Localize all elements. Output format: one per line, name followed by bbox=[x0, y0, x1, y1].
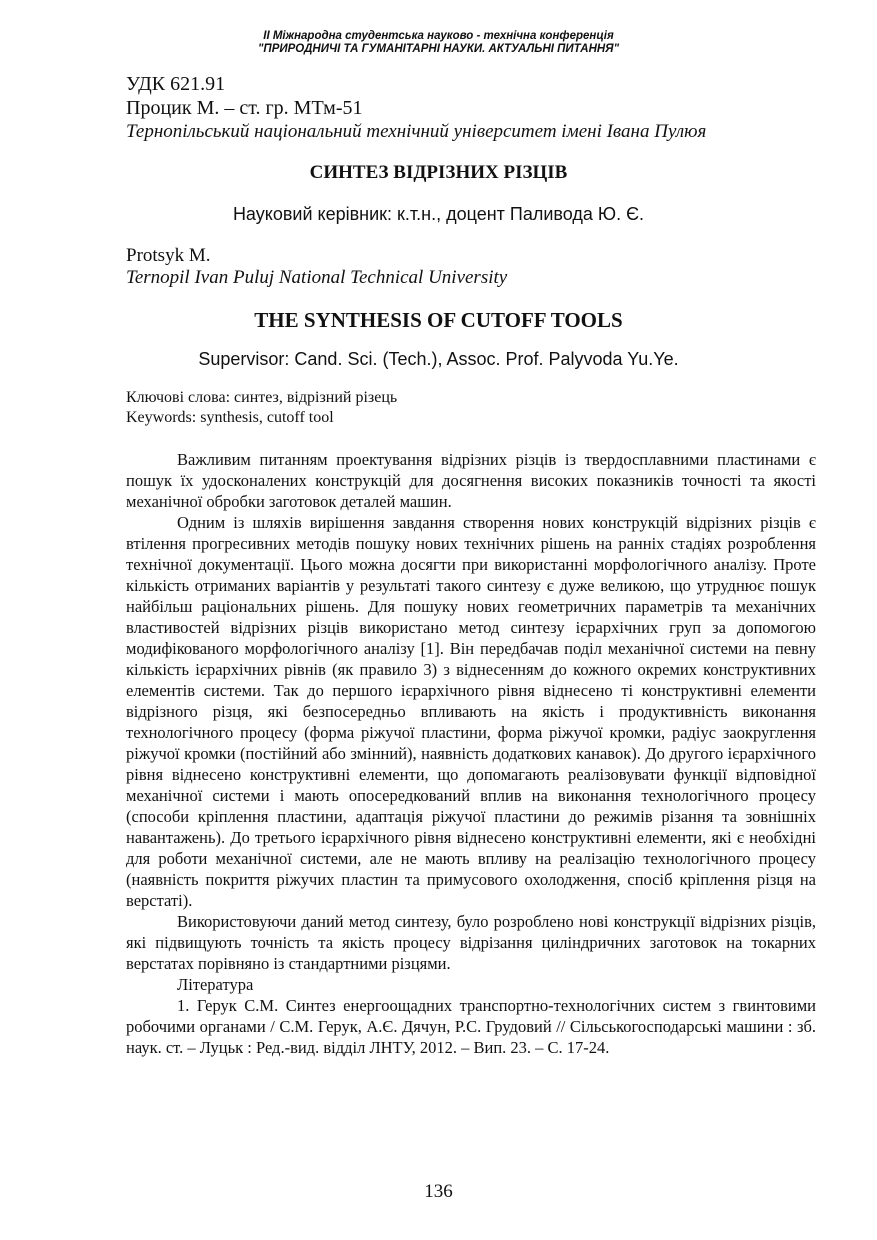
page-number: 136 bbox=[424, 1181, 453, 1202]
conference-header bbox=[0, 30, 877, 56]
supervisor-ua: Науковий керівник: к.т.н., доцент Паливода Ю. Є. bbox=[232, 204, 645, 224]
paragraph: Використовуючи даний метод синтезу, було розроблено нові конструкції відрізних різців, які підвищують точність та якість процесу відрізання циліндричних заготовок на токарних верстатах порівняно із стандартними різцями. bbox=[126, 912, 816, 973]
literature-heading: Література bbox=[177, 975, 254, 994]
udk-code: УДК 621.91 bbox=[126, 73, 226, 95]
paragraph: Важливим питанням проектування відрізних різців із твердосплавними пластинами є пошук їх удосконалених конструкцій для досягнення високих показників точності та якості механічної обробки заготовок деталей машин. bbox=[126, 450, 816, 511]
title-ua: СИНТЕЗ ВІДРІЗНИХ РІЗЦІВ bbox=[309, 162, 568, 183]
keywords-en: Keywords: synthesis, cutoff tool bbox=[126, 409, 334, 426]
conference-header-line1: II Міжнародна студентська науково - технічна конференція bbox=[263, 30, 614, 42]
reference-item: 1. Герук С.М. Синтез енергоощадних транспортно-технологічних систем з гвинтовими робочими органами / С.М. Герук, А.Є. Дячун, Р.С. Грудовий // Сільськогосподарські машини : зб. наук. ст. – Луцьк : Ред.-вид. відділ ЛНТУ, 2012. – Вип. 23. – С. 17-24. bbox=[126, 996, 816, 1057]
keywords-block bbox=[126, 388, 816, 428]
conference-header-line2: "ПРИРОДНИЧІ ТА ГУМАНІТАРНІ НАУКИ. АКТУАЛЬНІ ПИТАННЯ" bbox=[257, 43, 620, 55]
university-en: Ternopil Ivan Puluj National Technical University bbox=[126, 267, 508, 288]
author-ua: Процик М. – ст. гр. МТм-51 bbox=[126, 97, 363, 119]
university-ua: Тернопільський національний технічний університет імені Івана Пулюя bbox=[126, 121, 707, 142]
author-en: Protsyk M. bbox=[126, 245, 211, 266]
supervisor-en: Supervisor: Cand. Sci. (Tech.), Assoc. Prof. Palyvoda Yu.Ye. bbox=[198, 349, 679, 369]
paragraph: Одним із шляхів вирішення завдання створення нових конструкцій відрізних різців є втілення прогресивних методів пошуку нових технічних рішень на ранніх стадіях розроблення технічної документації. Цього можна досягти при використанні морфологічного аналізу. Проте кількість отриманих варіантів у результаті такого синтезу є дуже великою, що утруднює пошук найбільш раціональних рішень. Для пошуку нових геометричних параметрів та механічних властивостей відрізних різців використано метод синтезу ієрархічних груп за допомогою модифікованого морфологічного аналізу [1]. Він передбачав поділ механічної системи на певну кількість ієрархічних рівнів (як правило 3) з віднесенням до кожного окремих конструктивних елементів системи. Так до першого ієрархічного рівня віднесено ті конструктивні елементи відрізного різця, які безпосередньо впливають на якість і продуктивність виконання технологічного процесу (форма ріжучої пластини, форма ріжучої кромки, радіус заокруглення ріжучої кромки (постійний або змінний), наявність додаткових канавок). До другого ієрархічного рівня віднесено конструктивні елементи, що допомагають реалізовувати функції відповідної механічної системи і мають опосередкований вплив на виконання технологічного процесу (способи кріплення пластини, адаптація ріжучої пластини до режимів різання та зовнішніх навантажень). До третього ієрархічного рівня віднесено конструктивні елементи, які є необхідні для роботи механічної системи, але не мають впливу на реалізацію технологічного процесу (наявність покриття ріжучих пластин та примусового охолодження, спосіб кріплення різця на верстаті). bbox=[126, 513, 816, 910]
title-en: THE SYNTHESIS OF CUTOFF TOOLS bbox=[254, 308, 623, 332]
body-text bbox=[126, 449, 816, 1058]
keywords-ua: Ключові слова: синтез, відрізний різець bbox=[126, 389, 398, 406]
